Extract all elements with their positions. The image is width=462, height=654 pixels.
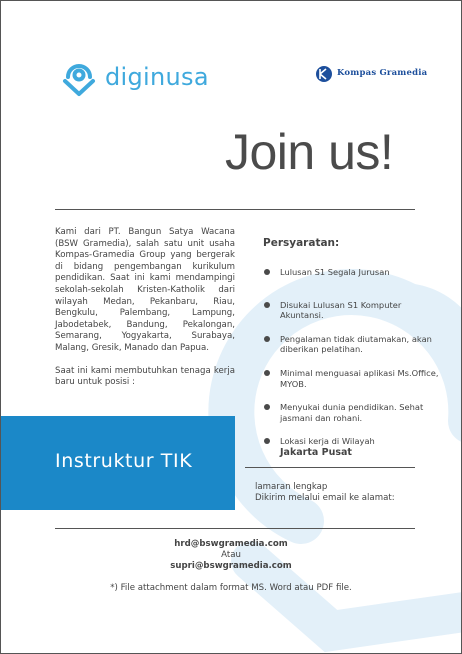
- bullet-icon: [264, 269, 270, 275]
- kompas-gramedia-wordmark: Kompas Gramedia: [337, 68, 428, 78]
- requirement-text: Lokasi kerja di Wilayah: [280, 436, 375, 447]
- intro-paragraph: Kami dari PT. Bangun Satya Wacana (BSW Gramedia), salah satu unit usaha Kompas-Gramedia Group yang bergerak di bidang pengembangan kurikulum pendidikan. Saat ini kami mendampingi sekolah-sekolah Kristen-Katholik dari wilayah Medan, Pekanbaru, Riau, Bengkulu, Palembang, Lampung, Jabodetabek, Bandung, Pekalongan, Semarang, Yogyakarta, Surabaya, Malang, Gresik, Manado dan Papua.: [55, 227, 235, 353]
- page-title: Join us!: [225, 124, 394, 180]
- attachment-note: *) File attachment dalam format MS. Word atau PDF file.: [110, 583, 352, 593]
- work-location: Jakarta Pusat: [280, 446, 352, 458]
- bullet-icon: [264, 302, 270, 308]
- email-link[interactable]: supri@bswgramedia.com: [170, 560, 292, 571]
- kompas-gramedia-logo-icon: [315, 65, 333, 83]
- diginusa-wordmark: diginusa: [105, 63, 209, 91]
- requirements-title: Persyaratan:: [263, 237, 340, 249]
- list-item: [263, 402, 439, 423]
- list-item: [263, 267, 439, 278]
- position-banner: [1, 416, 235, 510]
- bullet-icon: [264, 404, 270, 410]
- bullet-icon: [264, 336, 270, 342]
- apply-line: Dikirim melalui email ke alamat:: [255, 493, 395, 503]
- requirements-list: [263, 267, 439, 459]
- requirement-text: Disukai Lulusan S1 Komputer Akuntansi.: [280, 299, 402, 321]
- requirement-text: Menyukai dunia pendidikan. Sehat jasmani dan rohani.: [280, 402, 424, 423]
- position-title: Instruktur TIK: [55, 450, 193, 472]
- divider-middle: [245, 467, 415, 468]
- apply-instructions: [255, 482, 395, 504]
- diginusa-logo: [57, 57, 217, 101]
- requirement-text: Minimal menguasai aplikasi Ms.Office, MYOB.: [280, 367, 439, 389]
- contact-emails: [1, 539, 461, 571]
- email-separator: Atau: [221, 549, 241, 560]
- kompas-gramedia-logo: [315, 65, 428, 85]
- apply-line: lamaran lengkap: [255, 482, 328, 492]
- requirement-text: Pengalaman tidak diutamakan, akan diberikan pelatihan.: [280, 333, 432, 355]
- divider-bottom: [55, 528, 415, 529]
- diginusa-logo-icon: [57, 57, 101, 101]
- email-link[interactable]: hrd@bswgramedia.com: [174, 539, 288, 549]
- divider-top: [55, 209, 415, 210]
- requirement-text: Lulusan S1 Segala Jurusan: [280, 267, 390, 277]
- list-item: [263, 436, 439, 459]
- bullet-icon: [264, 438, 270, 444]
- list-item: [263, 368, 439, 389]
- intro-text: [55, 227, 235, 400]
- list-item: [263, 300, 439, 321]
- list-item: [263, 334, 439, 355]
- intro-paragraph: Saat ini kami membutuhkan tenaga kerja baru untuk posisi :: [55, 365, 235, 388]
- bullet-icon: [264, 370, 270, 376]
